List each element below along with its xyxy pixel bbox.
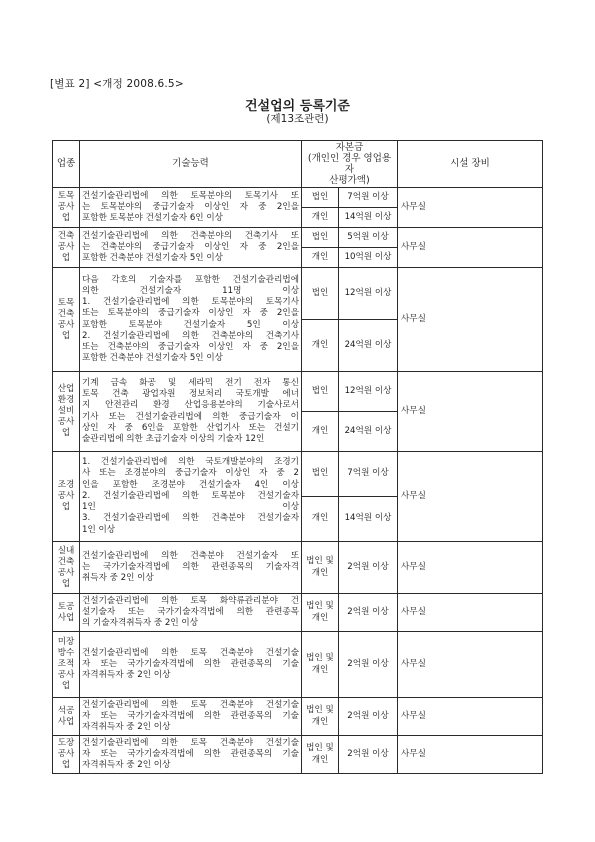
- entity-type-cell: 법인 및 개인: [302, 698, 339, 736]
- tech-requirement-cell: [80, 632, 302, 698]
- tech-requirement-cell: [80, 268, 302, 372]
- document-subtitle: (제13조관련): [266, 113, 329, 125]
- tech-line: 건설기술관리법에 의한 토목 건축분야 건설기술: [82, 699, 299, 710]
- registration-standards-table: [52, 140, 543, 774]
- header-capital-line2: (개인인 경우 영업용자: [307, 153, 392, 175]
- facility-cell: 사무실: [398, 372, 543, 452]
- header-tech: 기술능력: [80, 141, 302, 188]
- tech-line: 포함한 토목분야 건설기술자 6인 이상: [82, 213, 223, 224]
- table-row: [53, 228, 543, 248]
- capital-amount-cell: 12억원 이상: [339, 372, 398, 412]
- industry-cell: 실내 건축 공사 업: [53, 542, 80, 594]
- tech-line: 설기술자 또는 국가기술자격법에 의한 관련종목: [82, 606, 299, 617]
- tech-line: 3. 건설기술관리법에 의한 건축분야 건설기술자: [82, 513, 299, 524]
- industry-cell: 토목 건축 공사 업: [53, 268, 80, 372]
- tech-line: 또는 건축분야의 중급기술자 이상인 자 중 2인을: [82, 341, 299, 352]
- tech-requirement-cell: [80, 188, 302, 228]
- tech-requirement-cell: [80, 452, 302, 542]
- tech-requirement-cell: [80, 228, 302, 268]
- tech-line: 1. 건설기술관리법에 의한 국토개발분야의 조경기: [82, 457, 299, 468]
- entity-type-cell: 법인: [302, 228, 339, 248]
- capital-amount-cell: 2억원 이상: [339, 632, 398, 698]
- table-row: [53, 542, 543, 594]
- capital-amount-cell: 2억원 이상: [339, 542, 398, 594]
- facility-cell: 사무실: [398, 268, 543, 372]
- capital-amount-cell: 24억원 이상: [339, 320, 398, 372]
- tech-line: 포함한 건축분야 건설기술자 5인 이상: [82, 253, 223, 264]
- industry-cell: 토공 사업: [53, 594, 80, 632]
- tech-line: 자격취득자 중 2인 이상: [82, 722, 171, 733]
- table-row: [53, 736, 543, 774]
- tech-line: 2. 건설기술관리법에 의한 토목분야 건설기술자: [82, 490, 299, 501]
- entity-type-cell: 법인: [302, 268, 339, 320]
- tech-line: 취득자 중 2인 이상: [82, 573, 154, 584]
- tech-line: 건설기술관리법에 의한 토목분야의 토목기사 또: [82, 190, 299, 201]
- facility-cell: 사무실: [398, 188, 543, 228]
- tech-line: 는 국가기술자격법에 의한 관련종목의 기술자격: [82, 561, 299, 572]
- tech-line: 2. 건설기술관리법에 의한 건축분야의 건축기사: [82, 330, 299, 341]
- industry-cell: 조경 공사 업: [53, 452, 80, 542]
- entity-type-cell: 개인: [302, 320, 339, 372]
- tech-line: 건설기술관리법에 의한 건축분야 건설기술자 또: [82, 550, 299, 561]
- tech-line: 지 안전관리 환경 산업응용분야의 기술사로서: [82, 400, 299, 411]
- tech-line: 는 토목분야의 중급기술자 이상인 자 중 2인을: [82, 201, 299, 212]
- capital-amount-cell: 2억원 이상: [339, 736, 398, 774]
- capital-amount-cell: 10억원 이상: [339, 248, 398, 268]
- capital-amount-cell: 2억원 이상: [339, 594, 398, 632]
- table-row: [53, 452, 543, 497]
- entity-type-cell: 개인: [302, 248, 339, 268]
- facility-cell: 사무실: [398, 594, 543, 632]
- facility-cell: 사무실: [398, 698, 543, 736]
- header-capital-line1: 자본금: [335, 142, 364, 153]
- capital-amount-cell: 2억원 이상: [339, 698, 398, 736]
- tech-line: 건설기술관리법에 의한 토목 화약류관리분야 건: [82, 595, 299, 606]
- tech-line: 기사 또는 건설기술관리법에 의한 중급기술자 이: [82, 411, 299, 422]
- document-title: 건설업의 등록기준: [245, 99, 350, 114]
- entity-type-cell: 법인: [302, 188, 339, 208]
- tech-line: 포함한 건축분야 건설기술자 5인 이상: [82, 353, 223, 364]
- tech-line: 자 또는 국가기술자격법에 의한 관련종목의 기술: [82, 658, 299, 669]
- capital-amount-cell: 7억원 이상: [339, 188, 398, 208]
- tech-line: 인을 포함한 조경분야 건설기술자 4인 이상: [82, 479, 299, 490]
- tech-requirement-cell: [80, 594, 302, 632]
- tech-line: 사 또는 조경분야의 중급기술자 이상인 자 중 2: [82, 468, 299, 479]
- tech-line: 의한 건설기술자 11명 이상: [82, 285, 299, 296]
- tech-line: 는 건축분야의 중급기술자 이상인 자 중 2인을: [82, 241, 299, 252]
- tech-line: 자 또는 국가기술자격법에 의한 관련종목의 기술: [82, 710, 299, 721]
- capital-amount-cell: 5억원 이상: [339, 228, 398, 248]
- annex-reference: [별표 2] <개정 2008.6.5>: [50, 78, 184, 90]
- table-row: [53, 698, 543, 736]
- capital-amount-cell: 14억원 이상: [339, 497, 398, 542]
- table-row: [53, 268, 543, 320]
- tech-line: 의 기술자격취득자 중 2인 이상: [82, 618, 199, 629]
- tech-line: 자격취득자 중 2인 이상: [82, 760, 171, 771]
- facility-cell: 사무실: [398, 736, 543, 774]
- entity-type-cell: 개인: [302, 497, 339, 542]
- capital-amount-cell: 12억원 이상: [339, 268, 398, 320]
- industry-cell: 도장 공사 업: [53, 736, 80, 774]
- tech-line: 1인 이상: [82, 502, 299, 513]
- entity-type-cell: 법인 및 개인: [302, 632, 339, 698]
- header-facility: 시설 장비: [398, 141, 543, 188]
- tech-line: 1인 이상: [82, 524, 116, 535]
- table-row: [53, 188, 543, 208]
- table-header-row: [53, 141, 543, 188]
- capital-amount-cell: 7억원 이상: [339, 452, 398, 497]
- tech-line: 토목 건축 광업자원 정보처리 국토개발 에너: [82, 389, 299, 400]
- entity-type-cell: 개인: [302, 208, 339, 228]
- tech-line: 자 또는 국가기술자격법에 의한 관련종목의 기술: [82, 748, 299, 759]
- industry-cell: 토목 공사 업: [53, 188, 80, 228]
- facility-cell: 사무실: [398, 632, 543, 698]
- tech-line: 건설기술관리법에 의한 건축분야의 건축기사 또: [82, 230, 299, 241]
- table-row: [53, 594, 543, 632]
- capital-amount-cell: 24억원 이상: [339, 412, 398, 452]
- header-capital-line3: 산평가액): [329, 175, 370, 186]
- table-row: [53, 372, 543, 412]
- table-row: [53, 632, 543, 698]
- tech-requirement-cell: [80, 736, 302, 774]
- entity-type-cell: 법인 및 개인: [302, 594, 339, 632]
- industry-cell: 석공 사업: [53, 698, 80, 736]
- tech-line: 술관리법에 의한 초급기술자 이상의 기술자 12인: [82, 433, 265, 444]
- tech-line: 상인 자 중 6인을 포함한 산업기사 또는 건설기: [82, 422, 299, 433]
- entity-type-cell: 법인: [302, 372, 339, 412]
- entity-type-cell: 개인: [302, 412, 339, 452]
- tech-line: 다음 각호의 기술자를 포함한 건설기술관리법에: [82, 274, 299, 285]
- industry-cell: 건축 공사 업: [53, 228, 80, 268]
- tech-line: 기계 금속 화공 및 세라믹 전기 전자 통신: [82, 377, 299, 388]
- entity-type-cell: 법인 및 개인: [302, 736, 339, 774]
- facility-cell: 사무실: [398, 542, 543, 594]
- tech-line: 1. 건설기술관리법에 의한 토목분야의 토목기사: [82, 297, 299, 308]
- tech-requirement-cell: [80, 698, 302, 736]
- tech-requirement-cell: [80, 372, 302, 452]
- capital-amount-cell: 14억원 이상: [339, 208, 398, 228]
- header-capital: [302, 141, 398, 188]
- tech-line: 또는 토목분야의 중급기술자 이상인 자 중 2인을: [82, 308, 299, 319]
- entity-type-cell: 법인: [302, 452, 339, 497]
- facility-cell: 사무실: [398, 452, 543, 542]
- facility-cell: 사무실: [398, 228, 543, 268]
- tech-line: 건설기술관리법에 의한 토목 건축분야 건설기술: [82, 647, 299, 658]
- tech-line: 건설기술관리법에 의한 토목 건축분야 건설기술: [82, 737, 299, 748]
- tech-requirement-cell: [80, 542, 302, 594]
- header-industry: 업종: [53, 141, 80, 188]
- tech-line: 자격취득자 중 2인 이상: [82, 670, 171, 681]
- industry-cell: 미장 방수 조적 공사 업: [53, 632, 80, 698]
- entity-type-cell: 법인 및 개인: [302, 542, 339, 594]
- tech-line: 포함한 토목분야 건설기술자 5인 이상: [82, 319, 299, 330]
- industry-cell: 산업 환경 설비 공사 업: [53, 372, 80, 452]
